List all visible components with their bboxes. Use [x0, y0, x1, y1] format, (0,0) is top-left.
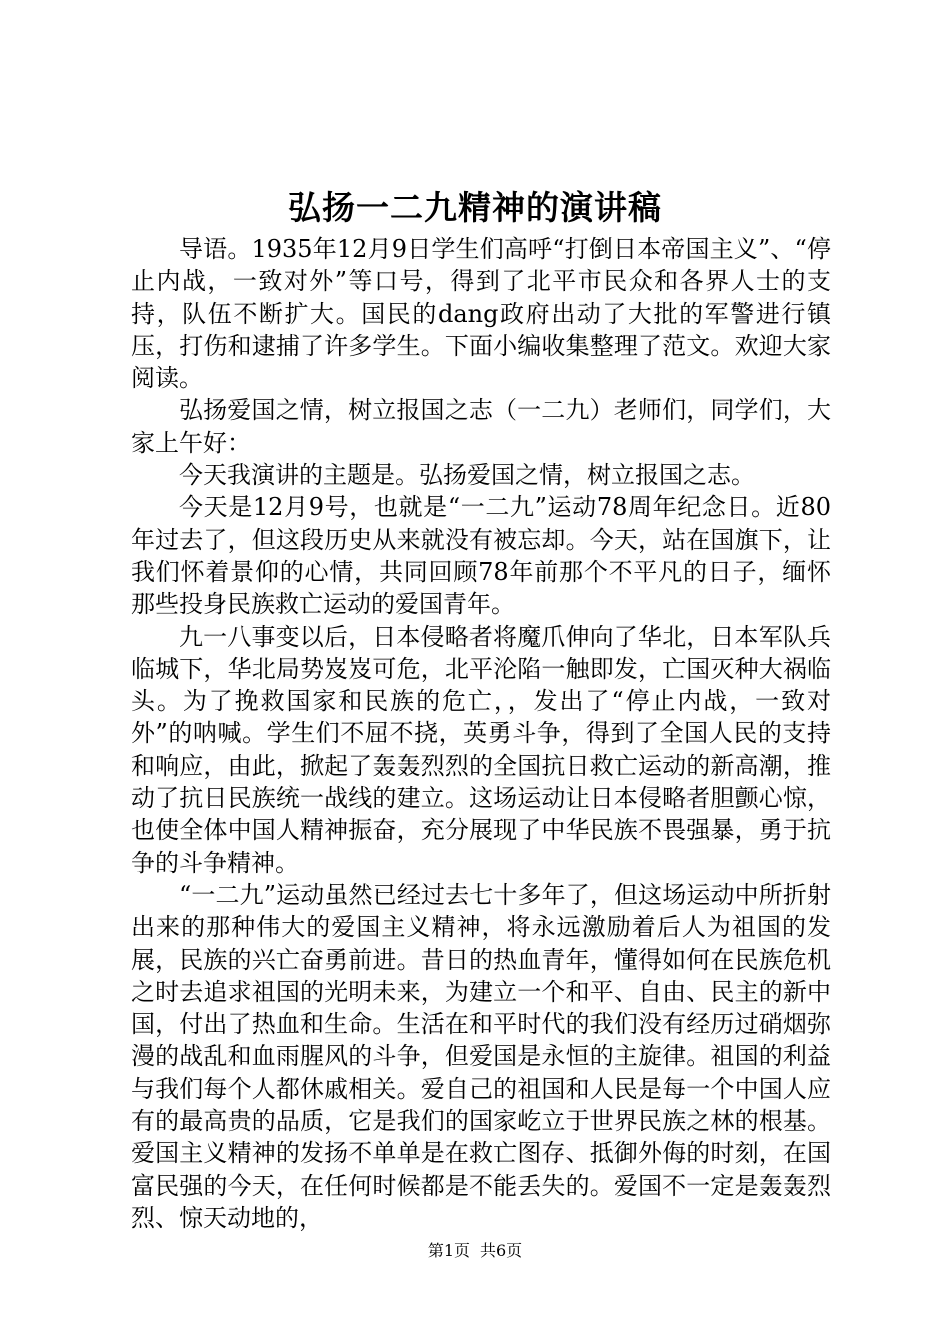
paragraph-history: 九一八事变以后，日本侵略者将魔爪伸向了华北，日本军队兵临城下，华北局势岌岌可危，北平沦陷一触即发，亡国灭种大祸临头。为了挽救国家和民族的危亡，，发出了“停止内战，一致对外”的呐喊。学生们不屈不挠，英勇斗争，得到了全国人民的支持和响应，由此，掀起了轰轰烈烈的全国抗日救亡运动的新高潮，推动了抗日民族统一战线的建立。这场运动让日本侵略者胆颤心惊，也使全体中国人精神振奋，充分展现了中华民族不畏强暴，勇于抗争的斗争精神。 [131, 622, 831, 877]
document-body [131, 233, 831, 1234]
page-footer [0, 1240, 950, 1262]
page-total: 共6页 [480, 1241, 523, 1260]
page-number: 第1页 [427, 1241, 470, 1260]
document-title: 弘扬一二九精神的演讲稿 [288, 188, 662, 227]
paragraph-anniversary: 今天是12月9号，也就是“一二九”运动78周年纪念日。近80年过去了，但这段历史从来就没有被忘却。今天，站在国旗下，让我们怀着景仰的心情，共同回顾78年前那个不平凡的日子，缅怀那些投身民族救亡运动的爱国青年。 [131, 493, 831, 619]
paragraph-spirit: “一二九”运动虽然已经过去七十多年了，但这场运动中所折射出来的那种伟大的爱国主义精神，将永远激励着后人为祖国的发展，民族的兴亡奋勇前进。昔日的热血青年，懂得如何在民族危机之时去追求祖国的光明未来，为建立一个和平、自由、民主的新中国，付出了热血和生命。生活在和平时代的我们没有经历过硝烟弥漫的战乱和血雨腥风的斗争，但爱国是永恒的主旋律。祖国的利益与我们每个人都休戚相关。爱自己的祖国和人民是每一个中国人应有的最高贵的品质，它是我们的国家屹立于世界民族之林的根基。爱国主义精神的发扬不单单是在救亡图存、抵御外侮的时刻，在国富民强的今天，在任何时候都是不能丢失的。爱国不一定是轰轰烈烈、惊天动地的， [131, 880, 831, 1232]
paragraph-greeting: 弘扬爱国之情，树立报国之志（一二九）老师们，同学们，大家上午好： [131, 396, 831, 457]
paragraph-intro: 导语。1935年12月9日学生们高呼“打倒日本帝国主义”、“停止内战，一致对外”等口号，得到了北平市民众和各界人士的支持，队伍不断扩大。国民的dang政府出动了大批的军警进行镇压，打伤和逮捕了许多学生。下面小编收集整理了范文。欢迎大家阅读。 [131, 235, 831, 393]
paragraph-topic: 今天我演讲的主题是。弘扬爱国之情，树立报国之志。 [179, 461, 755, 490]
